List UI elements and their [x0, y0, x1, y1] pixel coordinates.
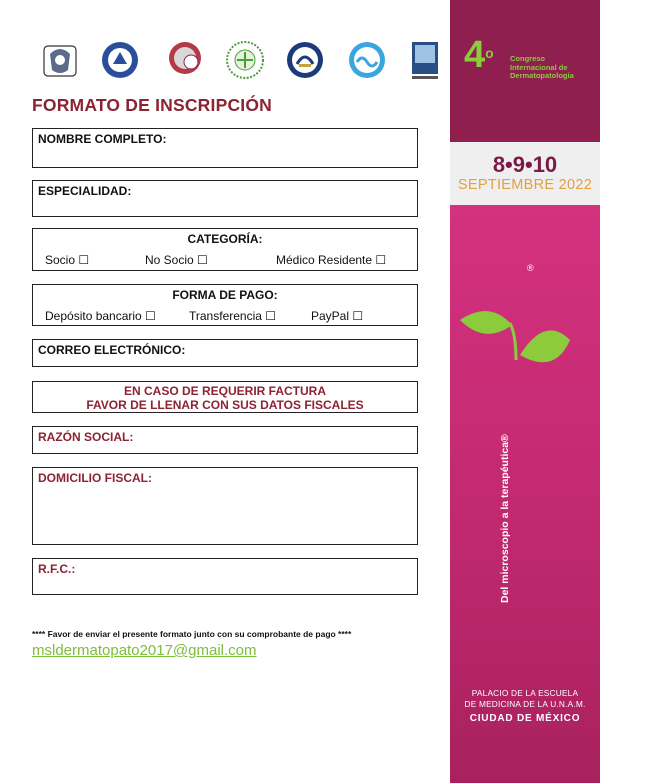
- event-panel: [450, 0, 671, 783]
- factura-notice: [32, 381, 418, 413]
- blue-seal-logo: [285, 40, 325, 80]
- correo-label: CORREO ELECTRÓNICO:: [38, 343, 186, 357]
- razon-social-label: RAZÓN SOCIAL:: [38, 430, 134, 444]
- ap-logo: [165, 40, 205, 80]
- factura-line-2: FAVOR DE LLENAR CON SUS DATOS FISCALES: [86, 398, 364, 412]
- especialidad-label: ESPECIALIDAD:: [38, 184, 132, 198]
- checkbox-deposito[interactable]: Depósito bancario ☐: [45, 309, 156, 323]
- pago-section: [32, 284, 418, 326]
- checkbox-transferencia[interactable]: Transferencia ☐: [189, 309, 277, 323]
- correo-field[interactable]: [32, 339, 418, 367]
- venue-line-2: DE MEDICINA DE LA U.N.A.M.: [464, 699, 586, 709]
- rfc-label: R.F.C.:: [38, 562, 76, 576]
- edition-number: 4$^o$: [464, 34, 494, 76]
- contact-email-link[interactable]: msldermatopato2017@gmail.com: [32, 642, 257, 659]
- nombre-field[interactable]: [32, 128, 418, 168]
- form-title: FORMATO DE INSCRIPCIÓN: [32, 95, 273, 115]
- event-month: SEPTIEMBRE 2022: [457, 177, 593, 193]
- domicilio-fiscal-field[interactable]: [32, 467, 418, 545]
- checkbox-paypal[interactable]: PayPal ☐: [311, 309, 364, 323]
- ordinal-mark: o: [485, 45, 494, 61]
- brand-registered-mark: ®: [527, 263, 534, 273]
- congress-name: Congreso Internacional de Dermatopatología: [510, 54, 574, 80]
- venue-city: CIUDAD DE MÉXICO: [469, 713, 581, 724]
- green-seal-logo: [225, 40, 265, 80]
- pago-label: FORMA DE PAGO:: [172, 288, 278, 302]
- domicilio-fiscal-label: DOMICILIO FISCAL:: [38, 471, 152, 485]
- checkbox-socio[interactable]: Socio ☐: [45, 253, 90, 267]
- academia-seal-logo: [100, 40, 140, 80]
- checkbox-medico-residente[interactable]: Médico Residente ☐: [276, 253, 387, 267]
- venue-info: [450, 688, 600, 724]
- brand-area: [450, 205, 671, 783]
- congress-header: [450, 0, 600, 142]
- nombre-label: NOMBRE COMPLETO:: [38, 132, 167, 146]
- factura-line-1: EN CASO DE REQUERIR FACTURA: [123, 384, 326, 398]
- wave-logo: [347, 40, 387, 80]
- categoria-section: [32, 228, 418, 271]
- rfc-field[interactable]: [32, 558, 418, 595]
- especialidad-field[interactable]: [32, 180, 418, 217]
- facultad-medicina-logo: [40, 40, 80, 80]
- categoria-label: CATEGORÍA:: [187, 232, 263, 246]
- brand-tagline: Del microscopio a la terapéutica®: [499, 434, 511, 603]
- razon-social-field[interactable]: [32, 426, 418, 454]
- checkbox-no-socio[interactable]: No Socio ☐: [145, 253, 208, 267]
- brand-wordmark: renage: [580, 237, 671, 505]
- dermatologico-logo: [406, 40, 446, 80]
- venue-line-1: PALACIO DE LA ESCUELA: [471, 688, 579, 698]
- event-dates: 8•9•10: [492, 152, 558, 177]
- sponsor-logos: [30, 40, 445, 86]
- footer-note: **** Favor de enviar el presente formato junto con su comprobante de pago ****: [32, 629, 352, 639]
